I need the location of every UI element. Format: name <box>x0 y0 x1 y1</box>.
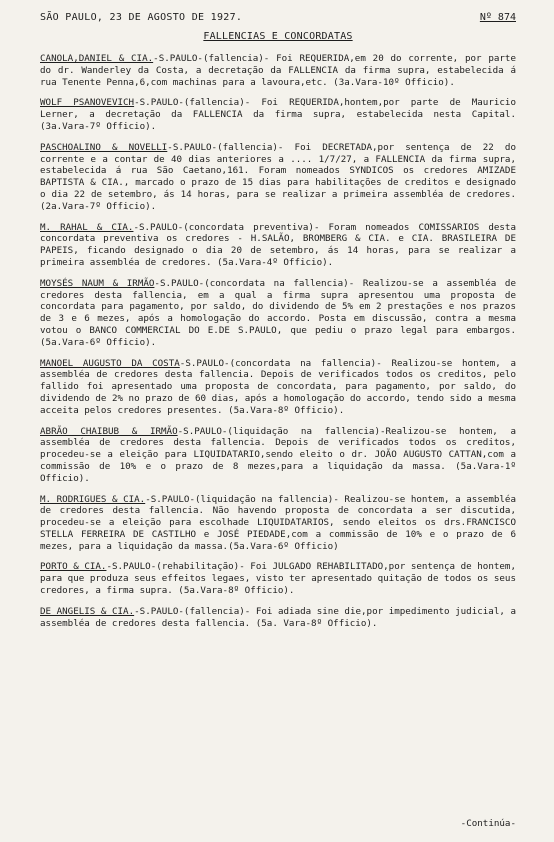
entry-body: -S.PAULO-(concordata preventiva)- Foram nomeados COMISSARIOS desta concordata preventiva os credores - H.SALÃO, BROMBERG & CIA. e CIA. BRASILEIRA DE PAPEIS, ficando designado o dia 20 de setembro, ás 14 horas, para se realizar a primeira assembléa de credores. (5a.Vara-4º Officio). <box>40 221 516 268</box>
entry-body: -S.PAULO-(fallencia)- Foi REQUERIDA,hontem,por parte de Mauricio Lerner, a decretação da FALLENCIA da firma supra, estabelecida nesta Capital. (3a.Vara-7º Officio). <box>40 97 516 132</box>
entry-body: -S.PAULO-(rehabilitação)- Foi JULGADO REHABILITADO,por sentença de hontem, para que produza seus effeitos legaes, visto ter apresentado quitação de todos os seus credores, a firma supra. (5a.Vara-8º Officio). <box>40 561 516 597</box>
entry-body: -S.PAULO-(fallencia)- Foi adiada sine die,por impedimento judicial, a assembléa de credores desta fallencia. (5a. Vara-8º Officio). <box>40 605 516 629</box>
document-header <box>40 12 516 42</box>
entry <box>40 561 516 596</box>
entry-body: -S.PAULO-(fallencia)- Foi REQUERIDA,em 20 do corrente, por parte do dr. Wanderley da Costa, a decretação da FALLENCIA da firma supra, estabelecida á rua Tenente Penna,6,com machinas para a lavoura,etc. (3a.Vara-10º Officio). <box>40 53 516 88</box>
entry-title: CANOLA,DANIEL & CIA. <box>40 53 154 64</box>
entry-body: -S.PAULO-(liquidação na fallencia)-Realizou-se hontem, a assembléa de credores desta fallencia. Depois de verificados todos os creditos, procedeu-se a eleição para LIQUIDATARIO,sendo eleito o dr. JOÃO AUGUSTO CATTAN,com a commissão de 10% e o prazo de 8 mezes,para a liquidação da massa. (5a.Vara-1º Officio). <box>40 425 516 484</box>
entry <box>40 426 516 485</box>
dateline: SÃO PAULO, 23 DE AGOSTO DE 1927. <box>40 12 243 23</box>
entry <box>40 606 516 630</box>
entry <box>40 358 516 417</box>
bulletin-number: Nº 874 <box>479 12 516 23</box>
entry-title: WOLF PSANOVEVICH <box>40 97 135 109</box>
entry-title: M. RAHAL & CIA. <box>40 221 134 233</box>
entry-title: M. RODRIGUES & CIA. <box>40 493 146 505</box>
entry-body: -S.PAULO-(concordata na fallencia)- Realizou-se a assembléa de credores desta fallencia, em a qual a firma supra apresentou uma proposta de concordata para pagamento, por saldo, do dividendo de 5% em 2 prestações e nos prazos de 3 e 6 mezes, após a homologação do accordo. Posta em discussão, contra a mesma votou o BANCO COMMERCIAL DO E.DE S.PAULO, que pediu o prazo legal para embargos. (5a.Vara-6º Officio). <box>40 277 516 348</box>
entries-list <box>40 53 516 638</box>
entry <box>40 97 516 132</box>
entry <box>40 278 516 349</box>
entry-title: DE ANGELIS & CIA. <box>40 605 135 617</box>
entry-body: -S.PAULO-(concordata na fallencia)- Realizou-se hontem, a assembléa de credores desta fallencia. Depois de verificados todos os creditos, pelo fallido foi apresentado uma proposta de concordata, para pagamento, por saldo, do dividendo de 2% no prazo de 60 dias, após a homologação do accordo, tendo sido a mesma acceita pelos credores presentes. (5a.Vara-8º Officio). <box>40 357 516 416</box>
entry-title: ABRÃO CHAIBUB & IRMÃO <box>40 425 178 437</box>
entry-body: -S.PAULO-(liquidação na fallencia)- Realizou-se hontem, a assembléa de credores desta fallencia. Não havendo proposta de concordata a ser discutida, procedeu-se a eleição para escolhade LIQUIDATARIOS, sendo eleitos os drs.FRANCISCO STELLA FERREIRA DE CASTILHO e JOSÉ PIEDADE,com a commissão de 10% e o prazo de 6 mezes, para a liquidação da massa.(5a.Vara-6º Officio) <box>40 493 516 552</box>
entry <box>40 53 516 88</box>
entry-body: -S.PAULO-(fallencia)- Foi DECRETADA,por sentença de 22 do corrente e a contar de 40 dias anteriores a .... 1/7/27, a FALLENCIA da firma supra, estabelecida á rua São Caetano,161. Foram nomeados SYNDICOS os credores AMIZADE BAPTISTA & CIA., marcado o prazo de 15 dias para habilitações de creditos e designado o dia 22 de setembro, ás 14 horas, para se realizar a primeira assembléa de credores. (2a.Vara-7º Officio). <box>40 141 516 212</box>
entry <box>40 142 516 213</box>
entry-title: PORTO & CIA. <box>40 561 107 573</box>
continued-note: -Continúa- <box>460 818 516 829</box>
entry-title: MOYSÉS NAUM & IRMÃO <box>40 277 155 289</box>
entry <box>40 222 516 269</box>
entry-title: MANOEL AUGUSTO DA COSTA <box>40 357 180 369</box>
entry <box>40 494 516 553</box>
section-title: FALLENCIAS E CONCORDATAS <box>203 31 353 42</box>
entry-title: PASCHOALINO & NOVELLI <box>40 141 168 153</box>
